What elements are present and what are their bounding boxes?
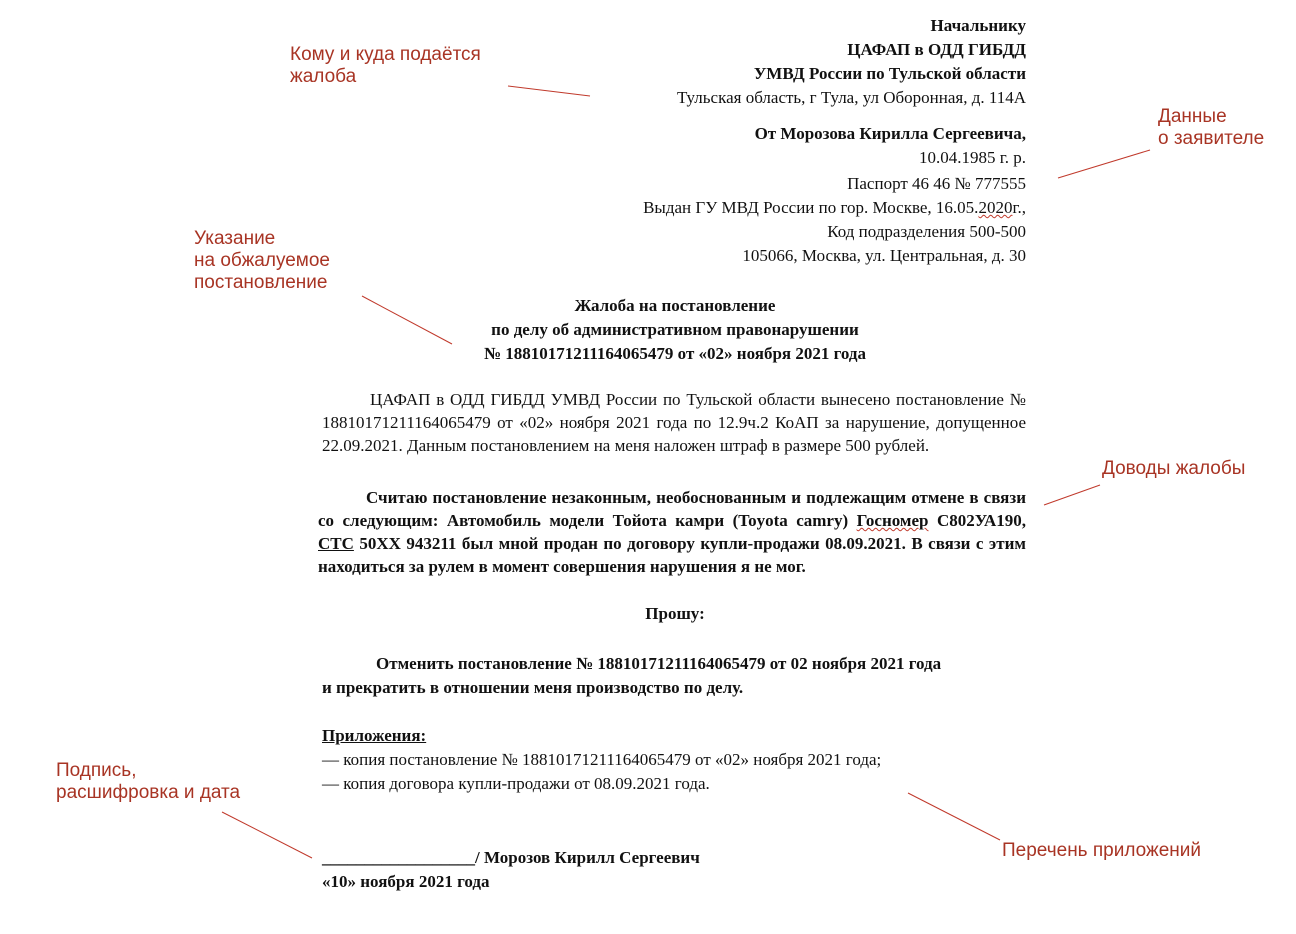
body-paragraph-ruling: ЦАФАП в ОДД ГИБДД УМВД России по Тульской области вынесено постановление № 18810171211164065479 от «02» ноября 2021 года по 12.9ч.2 КоАП за нарушение, допущенное 22.09.2021. Данным постановлением на меня наложен штраф в размере 500 рублей. (322, 390, 1026, 455)
document-title-line2: по делу об административном правонарушении (491, 320, 859, 339)
header-recipient-org: ЦАФАП в ОДД ГИБДД (847, 40, 1026, 59)
leader-line-attachments (908, 793, 1000, 840)
request-heading: Прошу: (645, 604, 705, 623)
body-paragraph-arguments: Считаю постановление незаконным, необоснованным и подлежащим отмене в связи со следующим: Автомобиль модели Тойота камри (Toyota camry) Госномер С802УА190, СТС 50ХХ 943211 был мной продан по договору купли-продажи 08.09.2021. В связи с этим находиться за рулем в момент совершения нарушения я не мог. (318, 488, 1026, 576)
annotation-to-whom: Кому и куда подаётся жалоба (290, 44, 481, 87)
annotation-signature: Подпись, расшифровка и дата (56, 760, 241, 803)
document-title-line3: № 18810171211164065479 от «02» ноября 2021 года (483, 344, 867, 363)
applicant-passport-issued: Выдан ГУ МВД России по гор. Москве, 16.05.2020г., (643, 198, 1026, 217)
applicant-address: 105066, Москва, ул. Центральная, д. 30 (742, 246, 1026, 265)
attachments-heading: Приложения: (322, 726, 427, 745)
applicant-birthdate: 10.04.1985 г. р. (918, 148, 1026, 167)
annotation-applicant-data: Данные о заявителе (1158, 106, 1265, 149)
annotation-arguments: Доводы жалобы (1102, 458, 1246, 479)
annotation-attachments-list: Перечень приложений (1002, 840, 1201, 861)
leader-line-arguments (1044, 485, 1100, 505)
signature-date: «10» ноября 2021 года (322, 872, 490, 891)
applicant-name: От Морозова Кирилла Сергеевича, (754, 124, 1026, 143)
applicant-division-code: Код подразделения 500-500 (827, 222, 1026, 241)
header-recipient-title: Начальнику (930, 16, 1026, 35)
header-recipient-address: Тульская область, г Тула, ул Оборонная, д. 114А (677, 88, 1026, 107)
leader-line-to-whom (508, 86, 590, 96)
document-title-line1: Жалоба на постановление (574, 296, 776, 315)
leader-line-signature (222, 812, 312, 858)
leader-line-applicant (1058, 150, 1150, 178)
attachment-item: — копия постановление № 18810171211164065479 от «02» ноября 2021 года; (322, 750, 882, 769)
header-recipient-dept: УМВД России по Тульской области (753, 64, 1026, 83)
signature-line: __________________/ Морозов Кирилл Сергеевич (322, 848, 700, 867)
attachment-item: — копия договора купли-продажи от 08.09.2021 года. (322, 774, 710, 793)
applicant-passport: Паспорт 46 46 № 777555 (847, 174, 1026, 193)
request-line-2: и прекратить в отношении меня производство по делу. (322, 678, 744, 697)
request-line-1: Отменить постановление № 18810171211164065479 от 02 ноября 2021 года (376, 654, 942, 673)
annotation-appealed-ruling: Указание на обжалуемое постановление (194, 228, 330, 293)
